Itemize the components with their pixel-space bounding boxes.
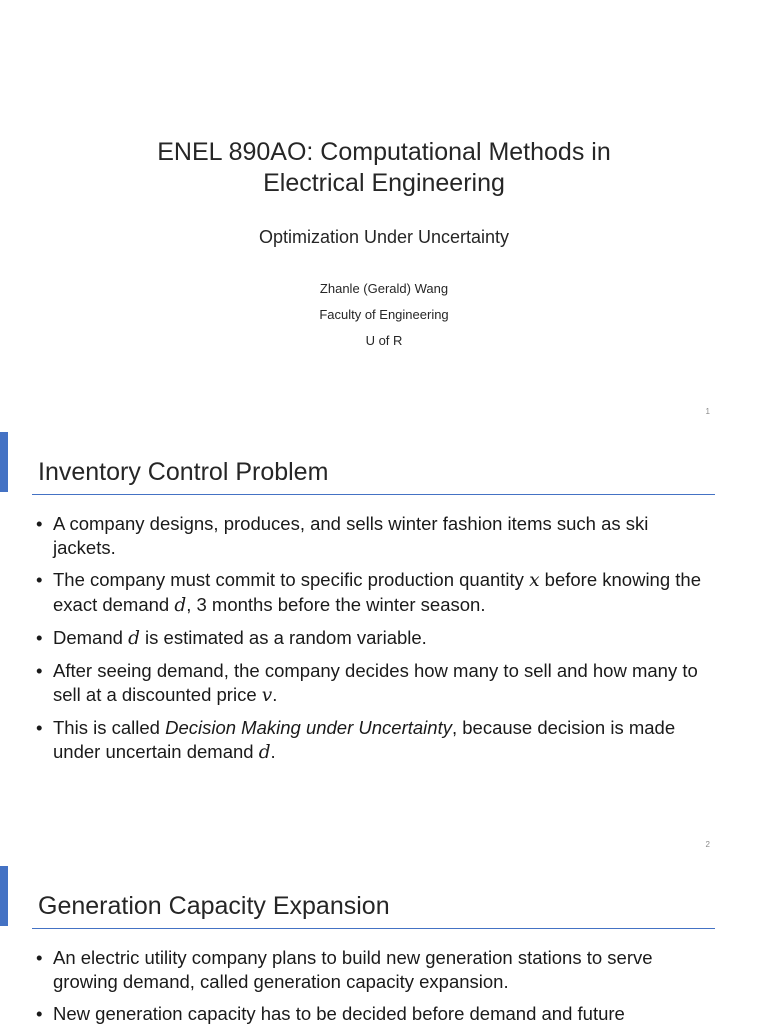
slide-number: 2	[705, 840, 710, 849]
math-variable: d	[258, 742, 271, 763]
slide-number: 1	[705, 407, 710, 416]
course-title-line1: ENEL 890AO: Computational Methods in	[157, 138, 611, 166]
math-variable: d	[128, 628, 140, 649]
emphasized-term: Decision Making under Uncertainty	[165, 717, 452, 738]
bullet-item: • The company must commit to specific production quantity x before knowing the exact demand d, 3 months before the winter season.	[36, 568, 716, 618]
title-underline	[32, 928, 715, 929]
bullet-item: • An electric utility company plans to build new generation stations to serve growing demand, called generation capacity expansion.	[36, 946, 716, 994]
math-variable: d	[174, 595, 187, 616]
bullet-item: • After seeing demand, the company decides how many to sell and how many to sell at a discounted price v.	[36, 659, 716, 708]
bullet-item: • New generation capacity has to be decided before demand and future	[36, 1002, 716, 1024]
title-underline	[32, 494, 715, 495]
course-title-line2: Electrical Engineering	[263, 169, 505, 197]
capacity-expansion-slide	[0, 866, 768, 1024]
bullet-item: • This is called Decision Making under Uncertainty, because decision is made under uncertain demand d.	[36, 716, 716, 765]
author-block	[0, 276, 768, 354]
bullet-list	[36, 512, 716, 773]
accent-bar	[0, 866, 8, 926]
math-variable: x	[529, 570, 540, 591]
author-name: Zhanle (Gerald) Wang	[319, 281, 449, 296]
author-university: U of R	[365, 333, 403, 348]
slide-title: Inventory Control Problem	[38, 458, 329, 486]
title-slide	[0, 0, 768, 432]
bullet-item: • Demand d is estimated as a random variable.	[36, 626, 716, 651]
lecture-subtitle: Optimization Under Uncertainty	[258, 227, 510, 247]
slide-title: Generation Capacity Expansion	[38, 892, 390, 920]
author-faculty: Faculty of Engineering	[319, 307, 449, 322]
inventory-slide	[0, 432, 768, 866]
bullet-item: • A company designs, produces, and sells winter fashion items such as ski jackets.	[36, 512, 716, 560]
course-title	[0, 137, 768, 199]
accent-bar	[0, 432, 8, 492]
math-variable: v	[261, 685, 273, 706]
bullet-list	[36, 946, 716, 1024]
